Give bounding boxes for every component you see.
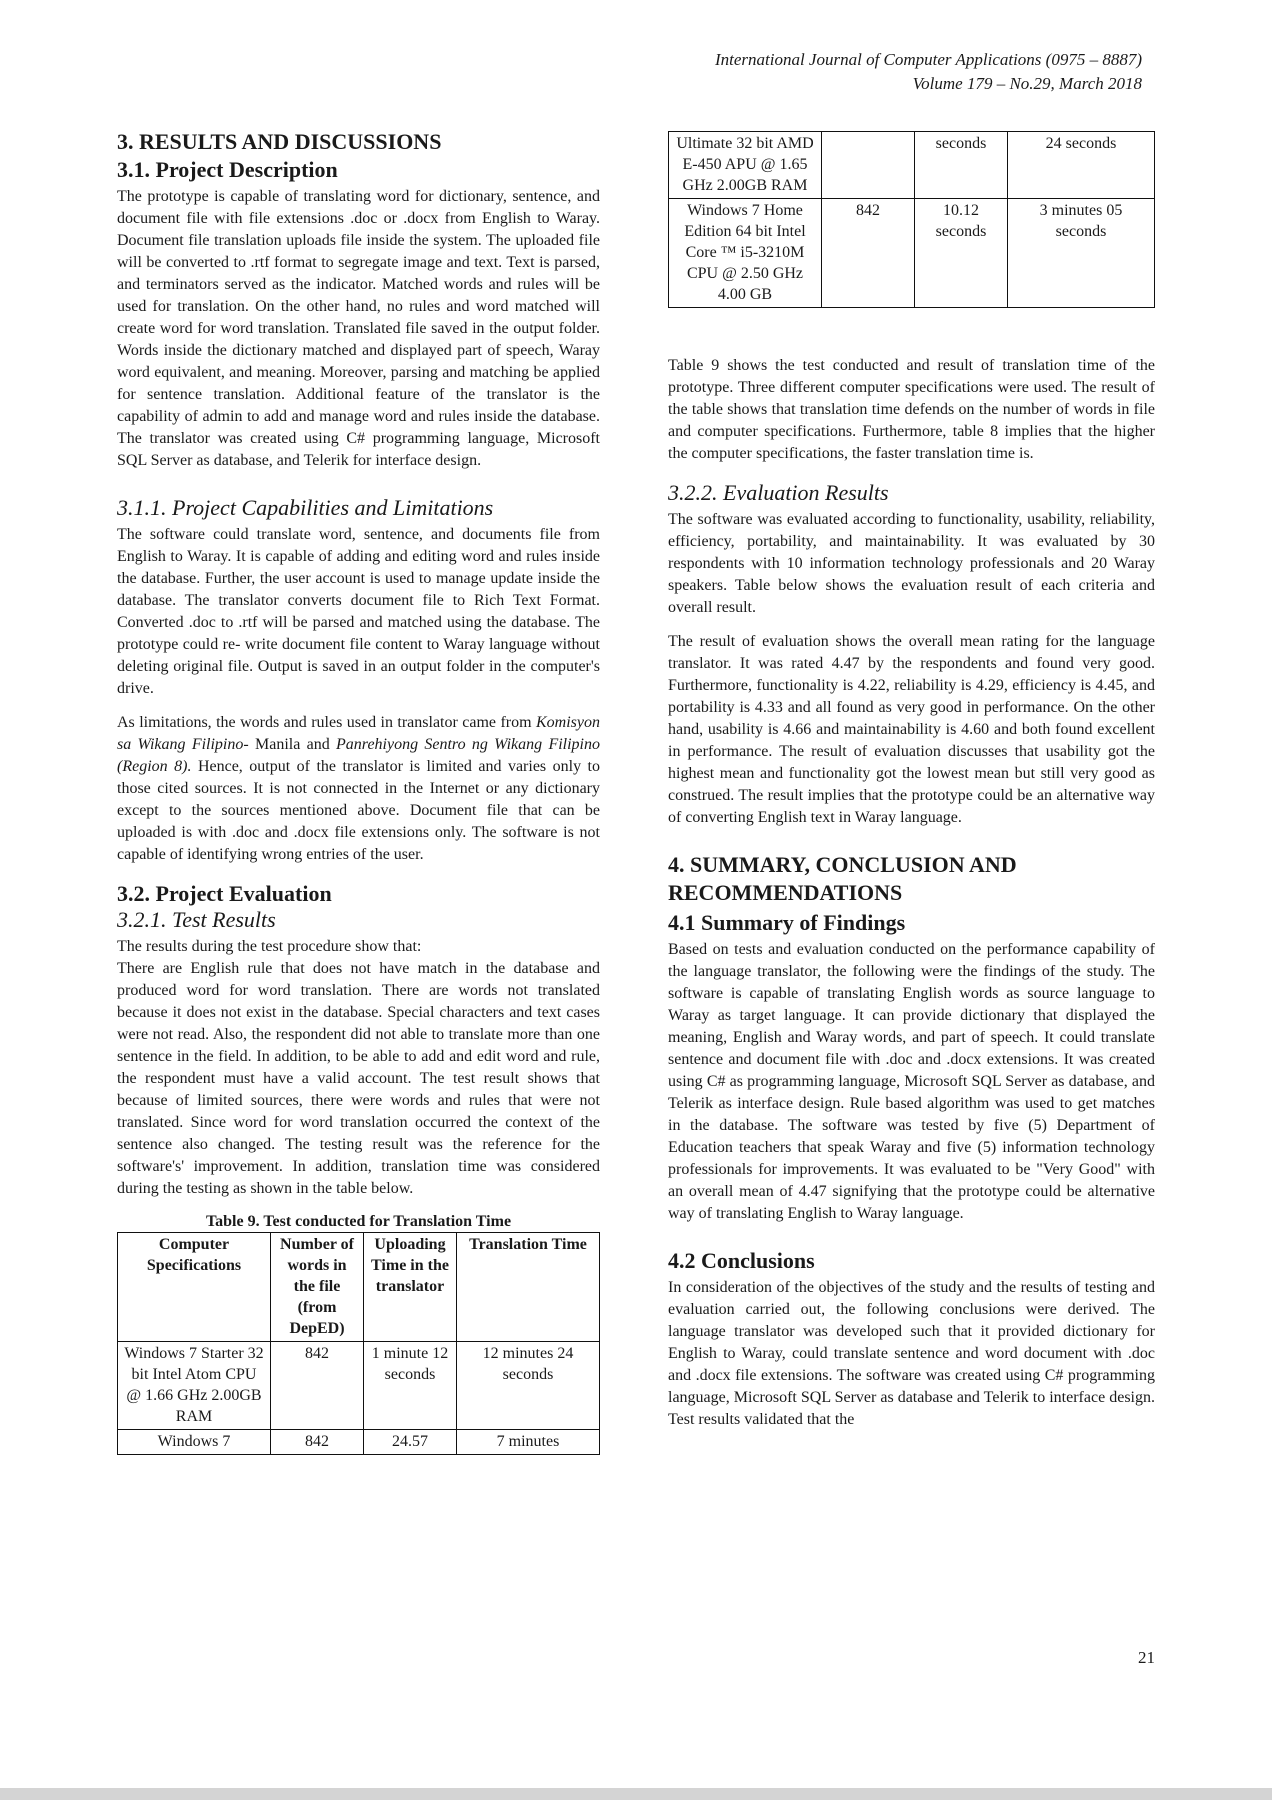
source-panrehiyong: Panrehiyong Sentro ng Wikang Filipino (Region 8).	[117, 736, 601, 775]
viewer-bottom-bar	[0, 1788, 1272, 1800]
table-row	[669, 132, 1155, 199]
table-9-discussion: Table 9 shows the test conducted and result of translation time of the prototype. Three different computer specifications were used. The result of the table shows that translation time defends on the number of words in file and computer specifications. Furthermore, table 8 implies that the higher the computer specifications, the faster translation time is.	[668, 357, 1155, 462]
table-cell: 1 minute 12 seconds	[364, 1342, 457, 1430]
section-3-2-title: 3.2. Project Evaluation	[117, 881, 332, 906]
section-3-1-paragraph: The prototype is capable of translating word for dictionary, sentence, and document file with file extensions .doc or .docx from English to Waray. Document file translation uploads file inside the system. The uploaded file will be converted to .rtf format to segregate image and text. Text is parsed, and terminators served as the indicator. Matched words and rules will be used for translation. On the other hand, no rules and word matched will create word for word translation. Translated file saved in the output folder. Words inside the dictionary matched and displayed part of speech, Waray word equivalent, and meaning. Moreover, parsing and matching be applied for sentence translation. Additional feature of the translator is the capability of admin to add and manage word and rules inside the database. The translator was created using C# programming language, Microsoft SQL Server as database, and Telerik for interface design.	[117, 188, 600, 469]
page-number: 21	[1138, 1648, 1155, 1667]
section-4-1-title: 4.1 Summary of Findings	[668, 910, 906, 935]
section-3-2-1-intro: The results during the test procedure show that:	[117, 938, 422, 955]
table-cell: 3 minutes 05 seconds	[1008, 199, 1155, 308]
table-9-continuation	[668, 131, 1155, 308]
table-cell: seconds	[915, 132, 1008, 199]
table-cell: 24 seconds	[1008, 132, 1155, 199]
section-4-2-paragraph: In consideration of the objectives of the study and the results of testing and evaluation carried out, the following conclusions were derived. The language translator was developed such that it provided dictionary for English to Waray, could translate sentence and word document with .doc and .docx file extensions. The software was created using C# programming language, Microsoft SQL Server as database and Telerik to interface design. Test results validated that the	[668, 1279, 1155, 1428]
section-3-2-2-paragraph-1: The software was evaluated according to functionality, usability, reliability, efficiency, portability, and maintainability. It was evaluated by 30 respondents with 10 information technology professionals and 20 Waray speakers. Table below shows the evaluation result of each criteria and overall result.	[668, 511, 1155, 616]
section-3-2-2-title: 3.2.2. Evaluation Results	[668, 480, 889, 505]
table-row	[669, 199, 1155, 308]
table-cell: 7 minutes	[457, 1430, 600, 1455]
section-3-2-1-paragraph: There are English rule that does not have match in the database and produced word for word translation. There are words not translated because it does not exist in the database. Special characters and text cases were not read. Also, the respondent did not able to translate more than one sentence in the field. In addition, to be able to add and edit word and rule, the respondent must have a valid account. The test result shows that because of limited sources, there were words and rules that were not translated. Since word for word translation occurred the context of the sentence also changed. The testing result was the reference for the software's' improvement. In addition, translation time was considered during the testing as shown in the table below.	[117, 960, 600, 1197]
right-column	[668, 355, 1155, 1431]
section-4-title: 4. SUMMARY, CONCLUSION AND RECOMMENDATIONS	[668, 852, 1017, 905]
section-3-2-2-paragraph-2: The result of evaluation shows the overall mean rating for the language translator. It was rated 4.47 by the respondents and found very good. Furthermore, functionality is 4.22, reliability is 4.29, efficiency is 4.45, and portability is 4.33 and all found as very good in performance. On the other hand, usability is 4.66 and maintainability is 4.60 and both found excellent in performance. The result of evaluation discusses that usability got the highest mean and functionality got the lowest mean but still very good as construed. The result implies that the prototype could be an alternative way of converting English text in Waray language.	[668, 633, 1155, 826]
source-komisyon: Komisyon sa Wikang Filipino	[117, 714, 600, 753]
table-header: Translation Time	[457, 1233, 600, 1342]
section-4-1-paragraph: Based on tests and evaluation conducted on the performance capability of the language translator, the following were the findings of the study. The software is capable of translating English words as source language to Waray as target language. It can provide dictionary that displayed the meaning, English and Waray words, and part of speech. It could translate sentence and document file with .doc and .docx extensions. It was created using C# as programming language, Microsoft SQL Server as database, and Telerik as interface design. Rule based algorithm was used to get matches in the database. The software was tested by five (5) Department of Education teachers that speak Waray and five (5) information technology professionals for improvements. It was evaluated to be "Very Good" with an overall mean of 4.47 signifying that the prototype could be alternative way of translating English to Waray language.	[668, 941, 1155, 1222]
table-cell: 842	[271, 1342, 364, 1430]
table-header: Uploading Time in the translator	[364, 1233, 457, 1342]
table-9	[117, 1232, 600, 1455]
section-3-1-1-paragraph-1: The software could translate word, sentence, and documents file from English to Waray. It is capable of adding and editing word and rules inside the database. Further, the user account is used to manage update inside the database. The translator converts document file to Rich Text Format. Converted .doc to .rtf will be parsed and matched using the database. The prototype could re- write document file content to Waray language without deleting original file. Output is saved in an output folder in the computer's drive.	[117, 526, 600, 697]
journal-volume: Volume 179 – No.29, March 2018	[912, 74, 1142, 93]
table-row	[118, 1342, 600, 1430]
table-header-row	[118, 1233, 600, 1342]
table-cell: 12 minutes 24 seconds	[457, 1342, 600, 1430]
table-cell: Ultimate 32 bit AMD E-450 APU @ 1.65 GHz 2.00GB RAM	[669, 132, 822, 199]
section-3-2-1-title: 3.2.1. Test Results	[117, 907, 276, 932]
table-cell: 10.12 seconds	[915, 199, 1008, 308]
running-header	[715, 48, 1142, 96]
table-9-caption: Table 9. Test conducted for Translation Time	[205, 1213, 512, 1230]
section-3-title: 3. RESULTS AND DISCUSSIONS	[117, 129, 442, 154]
table-cell: Windows 7	[118, 1430, 271, 1455]
table-row	[118, 1430, 600, 1455]
table-cell: 842	[822, 199, 915, 308]
section-3-1-title: 3.1. Project Description	[117, 157, 338, 182]
section-4-2-title: 4.2 Conclusions	[668, 1248, 815, 1273]
table-cell: 24.57	[364, 1430, 457, 1455]
table-cell: 842	[271, 1430, 364, 1455]
table-header: Number of words in the file (from DepED)	[271, 1233, 364, 1342]
journal-name: International Journal of Computer Applications (0975 – 8887)	[714, 50, 1142, 69]
left-column	[117, 128, 600, 1455]
section-3-1-1-paragraph-2: As limitations, the words and rules used in translator came from Komisyon sa Wikang Filipino- Manila and Panrehiyong Sentro ng Wikang Filipino (Region 8). Hence, output of the translator is limited and varies only to those cited sources. It is not connected in the Internet or any dictionary except to the sources mentioned above. Document file that can be uploaded is with .doc and .docx file extensions only. The software is not capable of identifying wrong entries of the user.	[117, 714, 601, 863]
table-cell: Windows 7 Home Edition 64 bit Intel Core ™ i5-3210M CPU @ 2.50 GHz 4.00 GB	[669, 199, 822, 308]
table-cell	[822, 132, 915, 199]
table-cell: Windows 7 Starter 32 bit Intel Atom CPU @ 1.66 GHz 2.00GB RAM	[118, 1342, 271, 1430]
table-9-continued	[668, 131, 1155, 308]
table-header: Computer Specifications	[118, 1233, 271, 1342]
section-3-1-1-title: 3.1.1. Project Capabilities and Limitations	[117, 495, 494, 520]
